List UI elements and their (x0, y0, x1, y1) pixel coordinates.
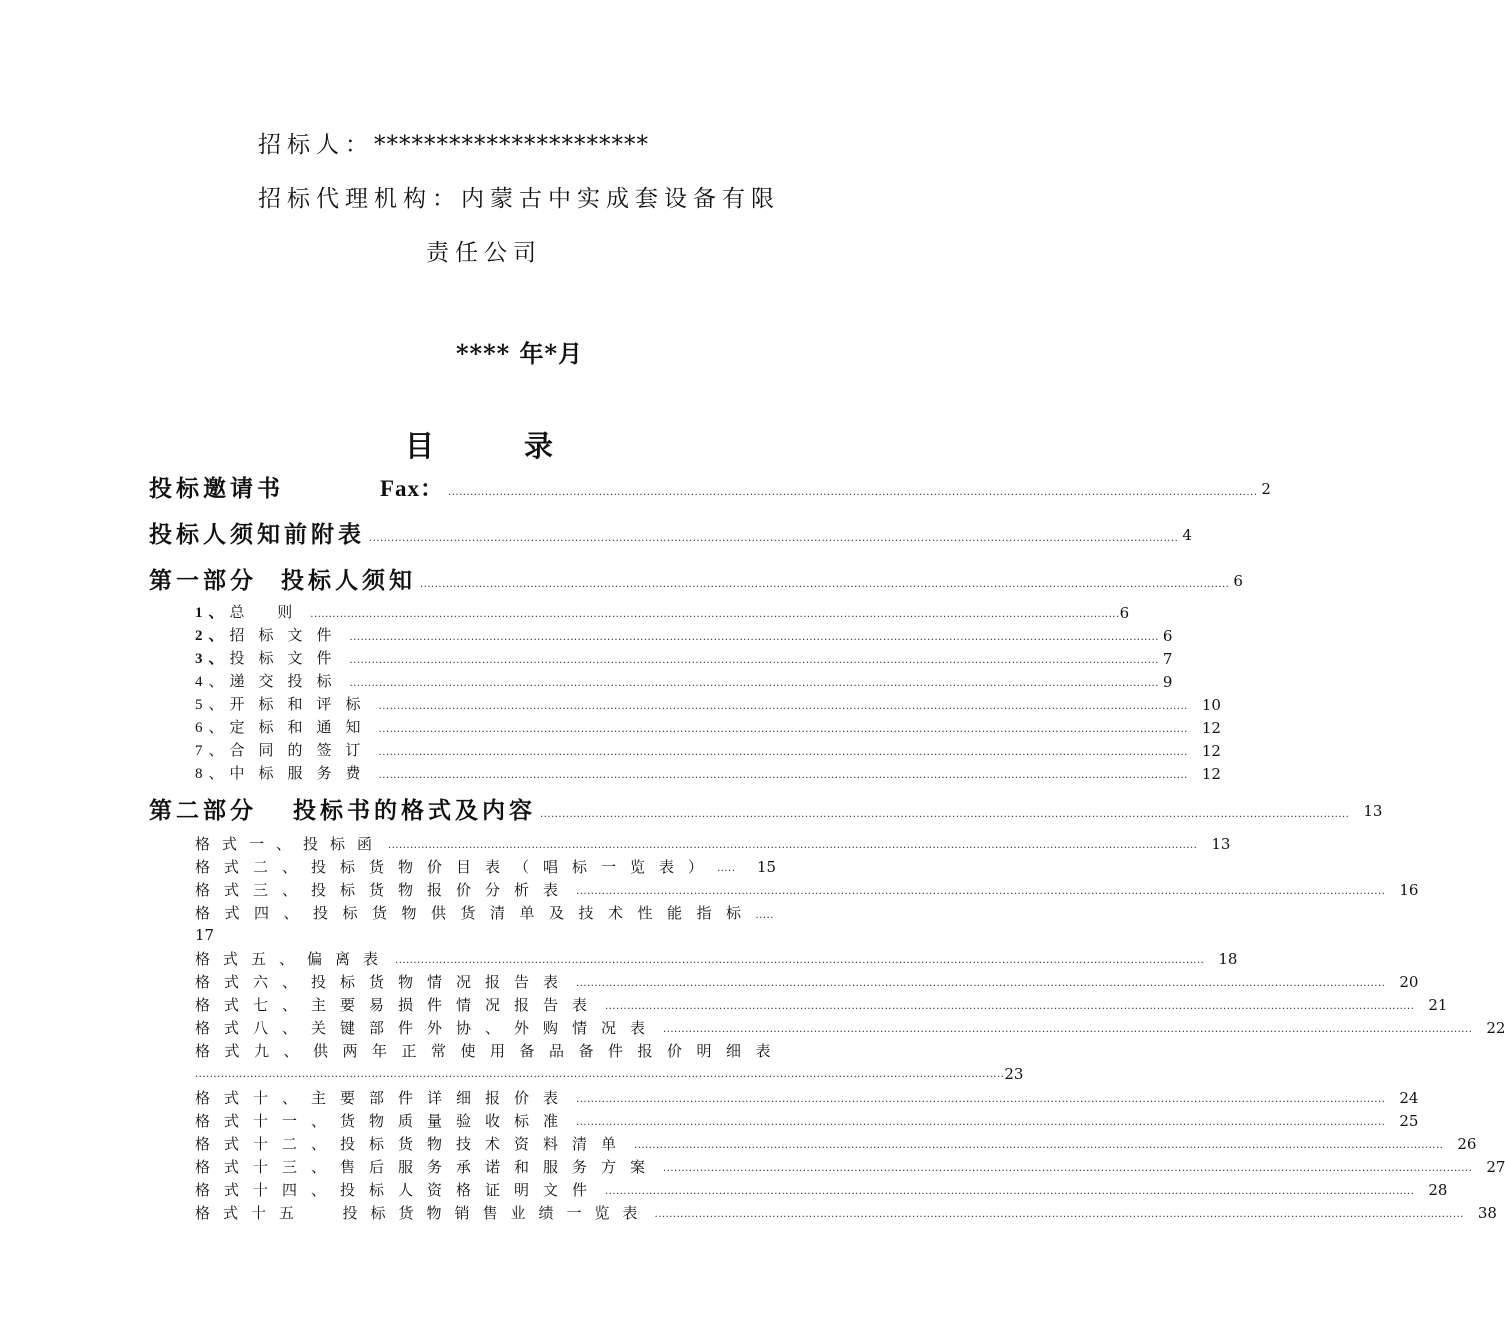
toc-item-submit-bid[interactable] (195, 671, 1173, 693)
toc-item-format-1[interactable] (195, 833, 1231, 855)
page-number: 24 (1399, 1089, 1419, 1107)
item-text: 格式五、偏离表 (195, 950, 392, 968)
page-number: 9 (1162, 673, 1173, 691)
page-number: 27 (1486, 1158, 1505, 1176)
toc-entry-part1[interactable] (149, 564, 1243, 598)
leader-dots: ............................................................................................................................................................................................................................ (420, 579, 1230, 590)
toc-item-format-3[interactable] (195, 879, 1419, 901)
leader-dots: ............................................................................................................................................................................................................................ (378, 747, 1188, 758)
toc-entry-label: 第二部分 投标书的格式及内容 (149, 797, 537, 824)
page-number: 10 (1201, 696, 1221, 714)
item-number: 1、 (195, 605, 230, 621)
agency-label: 招标代理机构： (258, 186, 461, 212)
toc-item-format-15[interactable] (195, 1202, 1497, 1224)
toc-item-format-8[interactable] (195, 1017, 1505, 1039)
toc-item-format-7[interactable] (195, 994, 1448, 1016)
item-text: 格式十五 投标货物销售业绩一览表 (195, 1204, 651, 1222)
toc-item-format-2[interactable] (195, 856, 807, 878)
page-number: 7 (1162, 650, 1173, 668)
page-number: 16 (1399, 881, 1419, 899)
leader-dots: ..... (717, 863, 736, 874)
item-text: 开标和评标 (229, 695, 375, 713)
agency-value-line1: 内蒙古中实成套设备有限 (461, 186, 780, 212)
item-text: 格式七、主要易损件情况报告表 (195, 996, 602, 1014)
toc-title-char2: 录 (524, 429, 554, 463)
item-text: 格式六、投标货物情况报告表 (195, 973, 573, 991)
agency-value-line2: 责任公司 (426, 240, 542, 266)
page-number: 21 (1428, 996, 1448, 1014)
toc-entry-label: 投标邀请书 (149, 475, 284, 502)
item-text: 中标服务费 (229, 764, 375, 782)
toc-item-format-13[interactable] (195, 1156, 1505, 1178)
leader-dots: ............................................................................................................................................................................................................................ (663, 1024, 1473, 1035)
toc-item-service-fee[interactable] (195, 763, 1221, 785)
toc-entry-label: 投标人须知前附表 (149, 521, 365, 548)
item-text: 总 则 (229, 603, 307, 621)
leader-dots: ............................................................................................................................................................................................................................ (349, 655, 1159, 666)
leader-dots: ............................................................................................................................................................................................................................ (388, 840, 1198, 851)
item-number: 6、 (195, 720, 230, 736)
page-number: 6 (1119, 604, 1130, 622)
agency-line (258, 180, 780, 213)
leader-dots: ............................................................................................................................................................................................................................ (605, 1186, 1415, 1197)
toc-item-format-4[interactable] (195, 902, 774, 923)
item-text: 格式十一、货物质量验收标准 (195, 1112, 573, 1130)
item-text: 递交投标 (229, 672, 346, 690)
item-text: 定标和通知 (229, 718, 375, 736)
item-number: 8、 (195, 766, 230, 782)
leader-dots: ............................................................................................................................................................................................................................ (576, 978, 1386, 989)
page-number: 28 (1428, 1181, 1448, 1199)
leader-dots: ............................................................................................................................................................................................................................ (605, 1001, 1415, 1012)
toc-title-char1: 目 (405, 429, 435, 463)
leader-dots: ............................................................................................................................................................................................................................ (663, 1163, 1473, 1174)
leader-dots: ............................................................................................................................................................................................................................ (378, 724, 1188, 735)
toc-item-format-5[interactable] (195, 948, 1238, 970)
toc-item-format-14[interactable] (195, 1179, 1448, 1201)
leader-dots: ............................................................................................................................................................................................................................ (448, 487, 1258, 498)
item-text: 格式九、供两年正常使用备品备件报价明细表 (195, 1042, 786, 1060)
toc-entry-part2[interactable] (149, 794, 1383, 828)
item-number: 5、 (195, 697, 230, 713)
leader-dots: ............................................................................................................................................................................................................................ (634, 1140, 1444, 1151)
leader-dots: ............................................................................................................................................................................................................................ (349, 678, 1159, 689)
page-number: 6 (1233, 572, 1243, 590)
item-text: 格式十四、投标人资格证明文件 (195, 1181, 602, 1199)
toc-item-general[interactable] (195, 602, 1130, 624)
toc-item-opening-evaluation[interactable] (195, 694, 1221, 716)
page-number: 6 (1162, 627, 1173, 645)
toc-title (405, 424, 553, 465)
page-number: 22 (1486, 1019, 1505, 1037)
leader-dots: ............................................................................................................................................................................................................................ (378, 770, 1188, 781)
item-text: 格式四、投标货物供货清单及技术性能指标 (195, 904, 756, 922)
leader-dots: ............................................................................................................................................................................................................................ (395, 955, 1205, 966)
item-text: 格式八、关键部件外协、外购情况表 (195, 1019, 660, 1037)
leader-dots: ..... (755, 910, 774, 921)
tenderer-line (258, 126, 649, 159)
page-number: 38 (1477, 1204, 1497, 1222)
fax-label: Fax： (380, 476, 445, 501)
leader-dots: ............................................................................................................................................................................................................................ (349, 632, 1159, 643)
leader-dots: ............................................................................................................................................................................................................................ (310, 609, 1120, 620)
toc-entry-label: 第一部分 投标人须知 (149, 567, 417, 594)
page-number: 25 (1399, 1112, 1419, 1130)
leader-dots: ............................................................................................................................................................................................................................ (540, 809, 1350, 820)
item-number: 7、 (195, 743, 230, 759)
page-number: 20 (1399, 973, 1419, 991)
document-date: **** 年*月 (456, 339, 584, 368)
item-text: 格式一、投标函 (195, 835, 385, 853)
item-number: 4、 (195, 674, 230, 690)
toc-entry-preface-table[interactable] (149, 518, 1192, 552)
leader-dots: ............................................................................................................................................................................................................................ (369, 533, 1179, 544)
leader-dots: ............................................................................................................................................................................................................................ (576, 1094, 1386, 1105)
item-number: 3、 (195, 651, 230, 667)
toc-entry-invitation[interactable] (149, 472, 1271, 506)
page-number: 26 (1457, 1135, 1477, 1153)
page-number: 23 (1004, 1065, 1024, 1083)
item-text: 招标文件 (229, 626, 346, 644)
page-number: 12 (1201, 765, 1221, 783)
item-number: 2、 (195, 628, 230, 644)
toc-item-format-12[interactable] (195, 1133, 1477, 1155)
toc-item-tender-docs[interactable] (195, 625, 1173, 647)
toc-item-bid-docs[interactable] (195, 648, 1173, 670)
toc-item-award-notice[interactable] (195, 717, 1221, 739)
page-number: 13 (1363, 802, 1383, 820)
page-number: 4 (1182, 526, 1192, 544)
page-number: 15 (757, 858, 777, 876)
leader-dots: ............................................................................................................................................................................................................................ (576, 1117, 1386, 1128)
page-number: 18 (1218, 950, 1238, 968)
leader-dots: ............................................................................................................................................................................................................................ (378, 701, 1188, 712)
toc-item-format-6[interactable] (195, 971, 1419, 993)
leader-dots: ............................................................................................................................................................................................................................ (576, 886, 1386, 897)
tenderer-label: 招标人： (258, 132, 374, 158)
item-text: 格式三、投标货物报价分析表 (195, 881, 573, 899)
item-text: 格式十二、投标货物技术资料清单 (195, 1135, 631, 1153)
page-number: 13 (1211, 835, 1231, 853)
item-text: 格式二、投标货物价目表（唱标一览表） (195, 858, 718, 876)
item-text: 格式十三、售后服务承诺和服务方案 (195, 1158, 660, 1176)
item-text: 合同的签订 (229, 741, 375, 759)
tenderer-value: ********************** (374, 132, 649, 158)
page-number: 2 (1261, 480, 1271, 498)
leader-dots: ............................................................................................................................................................................................................................ (654, 1209, 1464, 1220)
page-number: 12 (1201, 719, 1221, 737)
toc-item-format-11[interactable] (195, 1110, 1419, 1132)
toc-item-format-10[interactable] (195, 1087, 1419, 1109)
toc-item-format-9-leader (195, 1063, 1024, 1085)
toc-item-format-9[interactable] (195, 1040, 785, 1061)
item-text: 格式十、主要部件详细报价表 (195, 1089, 573, 1107)
leader-dots: ............................................................................................................................................................................................................................ (195, 1069, 1005, 1080)
page-number: 17 (195, 926, 215, 944)
page-number: 12 (1201, 742, 1221, 760)
item-text: 投标文件 (229, 649, 346, 667)
toc-item-contract-signing[interactable] (195, 740, 1221, 762)
